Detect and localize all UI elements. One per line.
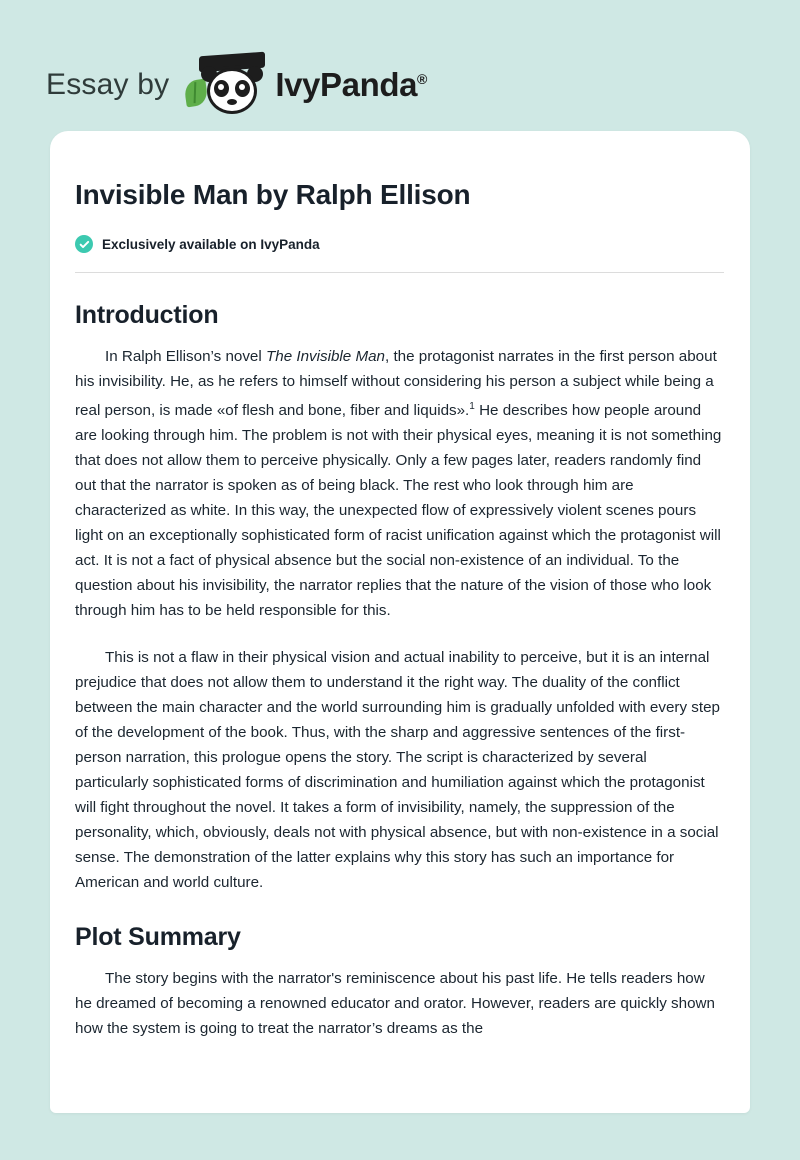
footnote-marker: 1 xyxy=(469,401,475,412)
body-paragraph: This is not a flaw in their physical vision and actual inability to perceive, but it is an internal prejudice that does not allow them to understand it the right way. The duality of the conflict between the main character and the world surrounding him is gradually unfolded with every step of the development of the book. Thus, with the sharp and aggressive sentences of the first-person narration, this prologue opens the story. The script is characterized by several particularly sophisticated forms of discrimination and humiliation against which the protagonist will fight throughout the novel. It takes a form of invisibility, namely, the suppression of the personality, which, obviously, deals not with physical absence, but with non-existence in a social sense. The demonstration of the latter explains why this story has such an importance for American and world culture. xyxy=(75,649,720,892)
check-circle-icon xyxy=(75,235,93,253)
page-title: Invisible Man by Ralph Ellison xyxy=(75,179,471,210)
body-paragraph: In Ralph Ellison’s novel The Invisible Man, the protagonist narrates in the first person about his invisibility. He, as he refers to himself without considering his person a subject while being a real person, is made «of flesh and bone, fiber and liquids».$^1$ He describes how people around are looking through him. The problem is not with their physical eyes, meaning it is not something that does not allow them to perceive physically. Only a few pages later, readers randomly find out that the narrator is spoken as of being black. The rest who look through him are characterized as white. In this way, the unexpected flow of expressively violent scenes pours light on an exceptionally sophisticated form of racist unification against which the protagonist will act. It is not a fact of physical absence but the social non-existence of an individual. To the question about his invisibility, the narrator replies that the nature of the vision of those who look through him has to be held responsible for this. xyxy=(75,348,722,620)
book-title-italic: The Invisible Man xyxy=(265,348,385,365)
document-content xyxy=(50,131,750,1041)
exclusive-badge xyxy=(75,235,724,253)
exclusive-badge-label: Exclusively available on IvyPanda xyxy=(102,236,320,252)
brand-registered-mark: ® xyxy=(417,71,427,87)
body-paragraph: The story begins with the narrator's reminiscence about his past life. He tells readers how he dreamed of becoming a renowned educator and orator. However, readers are quickly shown how the system is going to treat the narrator’s dreams as the xyxy=(75,970,715,1038)
ivypanda-logo[interactable] xyxy=(183,52,427,118)
sections-container xyxy=(75,301,724,1041)
document-card xyxy=(50,131,750,1113)
section-heading: Plot Summary xyxy=(75,923,241,952)
brand-name xyxy=(275,66,427,104)
site-header xyxy=(0,0,800,130)
brand-name-text: IvyPanda xyxy=(275,66,418,103)
panda-graduate-icon xyxy=(183,52,269,118)
title-divider xyxy=(75,272,724,273)
section-heading: Introduction xyxy=(75,301,219,329)
leaf-icon xyxy=(184,79,209,108)
essay-by-label: Essay by xyxy=(46,68,170,101)
